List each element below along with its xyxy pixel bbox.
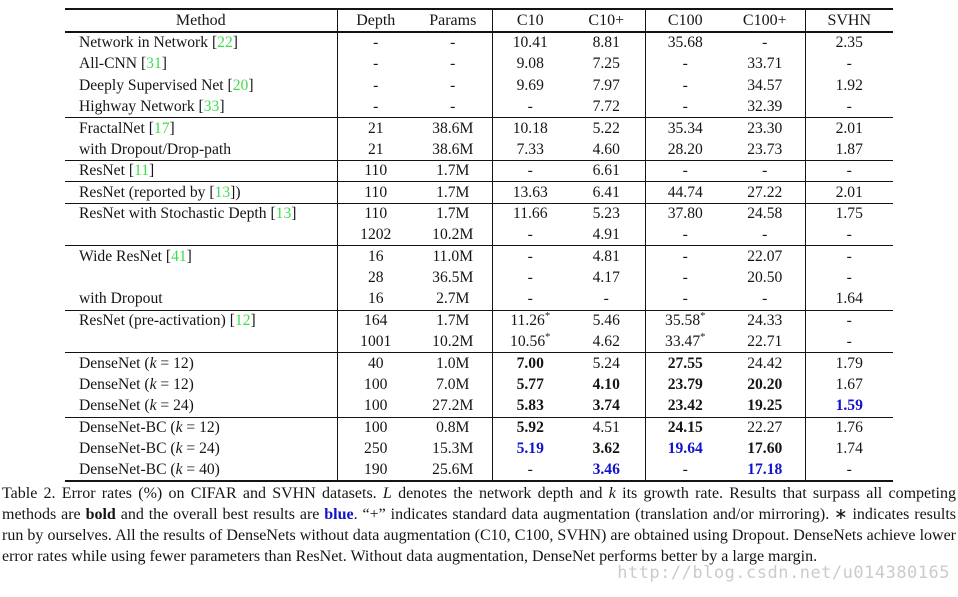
table-row xyxy=(65,353,893,374)
value-cell: 10.41 xyxy=(512,34,548,52)
value-cell: 25.6M xyxy=(414,460,492,481)
value-cell: 16 xyxy=(367,290,384,308)
value-cell: 4.62 xyxy=(568,331,645,352)
table-row xyxy=(65,374,893,395)
value-cell: 4.10 xyxy=(568,374,645,395)
value-cell: 1.67 xyxy=(835,376,863,394)
citation-ref: 41 xyxy=(171,248,187,266)
table-group xyxy=(65,246,893,310)
value-cell: 32.39 xyxy=(725,96,805,117)
value-cell: 5.83 xyxy=(516,397,544,415)
value-cell: 1.76 xyxy=(835,419,863,437)
method-cell: DenseNet-BC (k = 24) xyxy=(65,438,337,459)
table-row xyxy=(65,75,893,96)
value-cell: - xyxy=(682,162,688,180)
value-cell: 1.7M xyxy=(414,203,492,224)
value-cell: 23.79 xyxy=(667,376,703,394)
table-row xyxy=(65,310,893,331)
value-cell: 1.7M xyxy=(414,310,492,331)
column-header-svhn: SVHN xyxy=(805,9,893,32)
method-cell: Network in Network [22] xyxy=(65,32,337,53)
method-cell: Highway Network [33] xyxy=(65,96,337,117)
value-cell: 5.22 xyxy=(568,118,645,139)
table-row xyxy=(65,246,893,267)
value-cell: 110 xyxy=(364,183,388,201)
method-cell: DenseNet-BC (k = 40) xyxy=(65,460,337,481)
value-cell: - xyxy=(682,76,688,94)
method-cell: ResNet (pre-activation) [12] xyxy=(65,310,337,331)
value-cell: 27.22 xyxy=(725,182,805,203)
method-cell xyxy=(65,267,337,288)
value-cell: 6.41 xyxy=(568,182,645,203)
table-row xyxy=(65,460,893,481)
value-cell: - xyxy=(527,97,533,115)
value-cell: 38.6M xyxy=(414,118,492,139)
value-cell: 110 xyxy=(364,205,388,223)
column-header-c10: C10 xyxy=(492,9,568,32)
value-cell: 250 xyxy=(364,440,388,458)
value-cell: - xyxy=(527,162,533,180)
value-cell: 1.64 xyxy=(835,290,863,308)
table-row xyxy=(65,96,893,117)
value-cell: 1.74 xyxy=(835,440,863,458)
value-cell: 5.92 xyxy=(516,419,544,437)
value-cell: - xyxy=(846,312,852,330)
value-cell: 35.34 xyxy=(667,119,703,137)
value-cell: 17.18 xyxy=(725,460,805,481)
method-cell: Deeply Supervised Net [20] xyxy=(65,75,337,96)
value-cell: 23.73 xyxy=(725,139,805,160)
value-cell: 9.69 xyxy=(516,76,544,94)
value-cell: 1.7M xyxy=(414,182,492,203)
value-cell: - xyxy=(846,55,852,73)
method-cell: All-CNN [31] xyxy=(65,53,337,74)
value-cell: 21 xyxy=(367,140,384,158)
value-cell: 8.81 xyxy=(568,32,645,53)
value-cell: 10.2M xyxy=(414,225,492,246)
value-cell: - xyxy=(846,269,852,287)
value-cell: 35.68 xyxy=(667,34,703,52)
value-cell: - xyxy=(725,32,805,53)
value-cell: 7.97 xyxy=(568,75,645,96)
column-header-c100: C100 xyxy=(645,9,725,32)
value-cell: - xyxy=(527,290,533,308)
value-cell: 1.79 xyxy=(835,355,863,372)
method-cell: ResNet (reported by [13]) xyxy=(65,182,337,203)
column-header-params: Params xyxy=(414,9,492,32)
value-cell: - xyxy=(414,96,492,117)
value-cell: 7.72 xyxy=(568,96,645,117)
value-cell: 33.71 xyxy=(725,53,805,74)
citation-ref: 13 xyxy=(275,205,292,223)
value-cell: 100 xyxy=(364,376,388,394)
value-cell: - xyxy=(846,97,852,115)
value-cell: 1.0M xyxy=(414,353,492,374)
value-cell: 22.71 xyxy=(725,331,805,352)
citation-ref: 17 xyxy=(153,119,170,137)
value-cell: 1.75 xyxy=(835,205,863,223)
value-cell: - xyxy=(682,248,688,266)
value-cell: 11.66 xyxy=(512,205,548,223)
value-cell: - xyxy=(414,32,492,53)
value-cell: 10.2M xyxy=(414,331,492,352)
table-row xyxy=(65,417,893,438)
column-header-c10plus: C10+ xyxy=(568,9,645,32)
value-cell: 10.56* xyxy=(510,331,551,351)
table-row xyxy=(65,203,893,224)
value-cell: 4.17 xyxy=(568,267,645,288)
value-cell: 11.26* xyxy=(510,311,551,330)
value-cell: 164 xyxy=(364,312,388,330)
table-row xyxy=(65,267,893,288)
value-cell: 2.35 xyxy=(835,34,863,52)
value-cell: - xyxy=(682,97,688,115)
value-cell: - xyxy=(846,248,852,266)
value-cell: - xyxy=(682,461,688,479)
value-cell: - xyxy=(373,55,379,73)
value-cell: 27.55 xyxy=(667,355,703,372)
method-cell: Wide ResNet [41] xyxy=(65,246,337,267)
value-cell: 24.58 xyxy=(725,203,805,224)
table-group xyxy=(65,32,893,118)
column-header-c100plus: C100+ xyxy=(725,9,805,32)
value-cell: 23.42 xyxy=(667,397,703,415)
value-cell: 4.51 xyxy=(568,417,645,438)
value-cell: 21 xyxy=(367,119,384,137)
table-group xyxy=(65,417,893,481)
value-cell: 33.47* xyxy=(665,331,706,351)
table-row xyxy=(65,182,893,203)
value-cell: 28 xyxy=(367,269,384,287)
citation-ref: 33 xyxy=(203,97,220,115)
value-cell: - xyxy=(568,289,645,310)
value-cell: 22.27 xyxy=(725,417,805,438)
value-cell: 5.46 xyxy=(568,310,645,331)
value-cell: 23.30 xyxy=(725,118,805,139)
value-cell: 5.24 xyxy=(568,353,645,374)
value-cell: 20.20 xyxy=(725,374,805,395)
value-cell: 19.25 xyxy=(725,396,805,417)
value-cell: - xyxy=(682,55,688,73)
value-cell: 35.58* xyxy=(665,311,706,330)
watermark-url: http://blog.csdn.net/u014380165 xyxy=(617,563,950,583)
value-cell: 5.23 xyxy=(568,203,645,224)
value-cell: 37.80 xyxy=(667,205,703,223)
results-table xyxy=(65,8,893,482)
value-cell: 34.57 xyxy=(725,75,805,96)
table-row xyxy=(65,139,893,160)
value-cell: 4.91 xyxy=(568,225,645,246)
value-cell: 0.8M xyxy=(414,417,492,438)
table-header-row xyxy=(65,9,893,32)
column-header-depth: Depth xyxy=(337,9,414,32)
value-cell: - xyxy=(527,461,533,479)
value-cell: 4.60 xyxy=(568,139,645,160)
value-cell: - xyxy=(373,97,379,115)
citation-ref: 13 xyxy=(214,183,231,201)
value-cell: - xyxy=(682,226,688,244)
value-cell: 1.92 xyxy=(835,76,863,94)
value-cell: 110 xyxy=(364,162,388,180)
value-cell: 2.01 xyxy=(835,119,863,137)
method-cell: ResNet [11] xyxy=(65,160,337,181)
value-cell: - xyxy=(725,289,805,310)
value-cell: 1202 xyxy=(360,226,392,244)
method-cell: ResNet with Stochastic Depth [13] xyxy=(65,203,337,224)
table-row xyxy=(65,396,893,417)
value-cell: - xyxy=(414,75,492,96)
table-group xyxy=(65,203,893,246)
method-cell: with Dropout/Drop-path xyxy=(65,139,337,160)
value-cell: 2.01 xyxy=(835,183,863,201)
table-row xyxy=(65,53,893,74)
value-cell: 3.74 xyxy=(568,396,645,417)
value-cell: 7.0M xyxy=(414,374,492,395)
table-row xyxy=(65,118,893,139)
table-row xyxy=(65,160,893,181)
value-cell: 38.6M xyxy=(414,139,492,160)
value-cell: 16 xyxy=(367,248,384,266)
value-cell: - xyxy=(527,226,533,244)
value-cell: 24.33 xyxy=(725,310,805,331)
value-cell: 27.2M xyxy=(414,396,492,417)
value-cell: 36.5M xyxy=(414,267,492,288)
method-cell xyxy=(65,331,337,352)
table-group xyxy=(65,310,893,353)
value-cell: 28.20 xyxy=(667,140,703,158)
value-cell: 11.0M xyxy=(414,246,492,267)
value-cell: 44.74 xyxy=(667,183,703,201)
value-cell: 100 xyxy=(364,419,388,437)
value-cell: 7.33 xyxy=(516,140,544,158)
method-cell xyxy=(65,225,337,246)
value-cell: 2.7M xyxy=(414,289,492,310)
value-cell: 10.18 xyxy=(512,119,548,137)
table-group xyxy=(65,118,893,161)
value-cell: 1.7M xyxy=(414,160,492,181)
value-cell: 3.46 xyxy=(568,460,645,481)
value-cell: 22.07 xyxy=(725,246,805,267)
citation-ref: 22 xyxy=(217,34,233,52)
value-cell: 1001 xyxy=(360,333,392,351)
value-cell: - xyxy=(846,333,852,351)
value-cell: 6.61 xyxy=(568,160,645,181)
value-cell: 5.77 xyxy=(516,376,544,394)
value-cell: 19.64 xyxy=(667,440,703,458)
table-row xyxy=(65,225,893,246)
value-cell: 24.15 xyxy=(667,419,703,437)
method-cell: DenseNet (k = 24) xyxy=(65,396,337,417)
value-cell: 40 xyxy=(367,355,384,372)
value-cell: - xyxy=(373,34,379,52)
method-cell: FractalNet [17] xyxy=(65,118,337,139)
table-row xyxy=(65,331,893,352)
value-cell: 17.60 xyxy=(725,438,805,459)
results-table-container xyxy=(65,8,893,482)
value-cell: 190 xyxy=(364,461,388,479)
value-cell: - xyxy=(846,162,852,180)
table-group xyxy=(65,182,893,203)
value-cell: - xyxy=(846,461,852,479)
value-cell: 13.63 xyxy=(512,183,548,201)
method-cell: DenseNet-BC (k = 12) xyxy=(65,417,337,438)
value-cell: - xyxy=(414,53,492,74)
value-cell: 7.00 xyxy=(516,355,544,372)
method-cell: DenseNet (k = 12) xyxy=(65,353,337,374)
method-cell: DenseNet (k = 12) xyxy=(65,374,337,395)
table-row xyxy=(65,289,893,310)
value-cell: 24.42 xyxy=(725,353,805,374)
value-cell: - xyxy=(373,76,379,94)
value-cell: - xyxy=(527,269,533,287)
column-header-method: Method xyxy=(65,9,337,32)
value-cell: 9.08 xyxy=(516,55,544,73)
value-cell: - xyxy=(846,226,852,244)
value-cell: 7.25 xyxy=(568,53,645,74)
value-cell: - xyxy=(725,160,805,181)
table-caption: Table 2. Error rates (%) on CIFAR and SVHN datasets. L denotes the network depth and k its growth rate. Results that surpass all competing methods are bold and the overall best results are blue. “+” indicates standard data augmentation (translation and/or mirroring). ∗ indicates results run by ourselves. All the results of DenseNets without data augmentation (C10, C100, SVHN) are obtained using Dropout. DenseNets achieve lower error rates while using fewer parameters than ResNet. Without data augmentation, DenseNet performs better by a large margin. xyxy=(2,485,957,565)
method-cell: with Dropout xyxy=(65,289,337,310)
table-group xyxy=(65,353,893,417)
value-cell: - xyxy=(682,269,688,287)
value-cell: 20.50 xyxy=(725,267,805,288)
value-cell: 100 xyxy=(364,397,388,415)
value-cell: 1.87 xyxy=(835,140,863,158)
value-cell: - xyxy=(725,225,805,246)
table-row xyxy=(65,438,893,459)
table-row xyxy=(65,32,893,53)
citation-ref: 31 xyxy=(146,55,162,73)
value-cell: 15.3M xyxy=(414,438,492,459)
value-cell: 1.59 xyxy=(835,397,863,415)
citation-ref: 12 xyxy=(234,312,251,330)
citation-ref: 11 xyxy=(134,162,150,180)
value-cell: 5.19 xyxy=(516,440,544,458)
value-cell: 3.62 xyxy=(568,438,645,459)
value-cell: 4.81 xyxy=(568,246,645,267)
value-cell: - xyxy=(682,290,688,308)
table-group xyxy=(65,160,893,181)
value-cell: - xyxy=(527,248,533,266)
citation-ref: 20 xyxy=(232,76,249,94)
